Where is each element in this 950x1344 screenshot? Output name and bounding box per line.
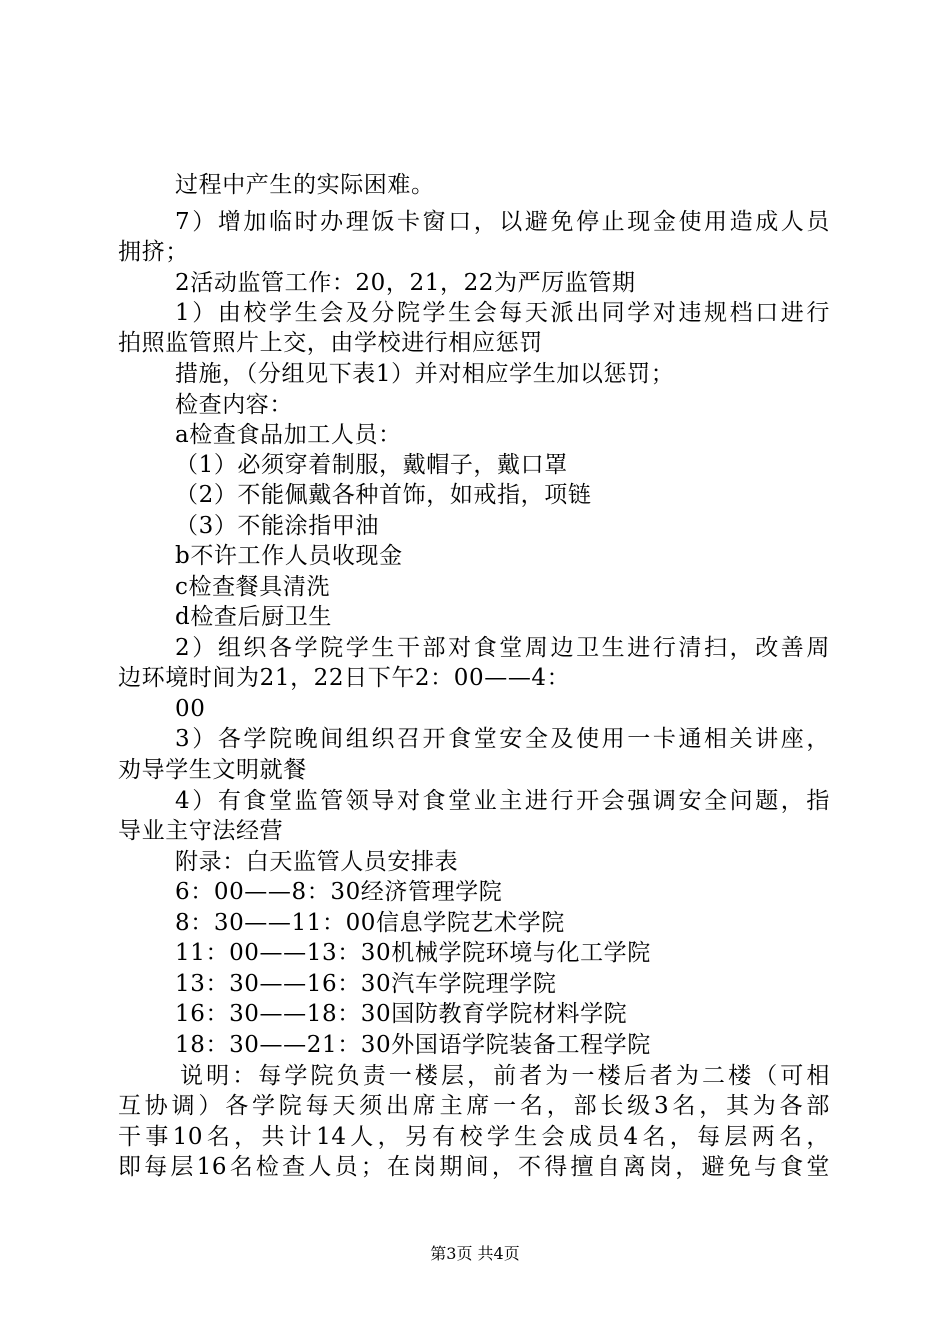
text-line: 拍照监管照片上交，由学校进行相应惩罚	[118, 330, 543, 356]
text-line: 附录：白天监管人员安排表	[175, 849, 459, 875]
text-line: 干事10名，共计14人，另有校学生会成员4名，每层两名，	[118, 1124, 830, 1150]
text-line: 2）组织各学院学生干部对食堂周边卫生进行清扫，改善周	[175, 635, 830, 661]
text-line: 过程中产生的实际困难。	[175, 172, 435, 198]
text-line: 16：30——18：30国防教育学院材料学院	[175, 1001, 628, 1027]
text-line: （2）不能佩戴各种首饰，如戒指，项链	[175, 482, 592, 508]
text-line: （3）不能涂指甲油	[175, 513, 380, 539]
text-line: 即每层16名检查人员；在岗期间，不得擅自离岗，避免与食堂	[118, 1154, 830, 1180]
text-line: 导业主守法经营	[118, 818, 284, 844]
text-line: 18：30——21：30外国语学院装备工程学院	[175, 1032, 651, 1058]
text-line: 劝导学生文明就餐	[118, 757, 307, 783]
text-line: 措施，（分组见下表1）并对相应学生加以惩罚；	[175, 361, 675, 387]
text-line: 8：30——11：00信息学院艺术学院	[175, 910, 565, 936]
text-line: 2活动监管工作：20，21，22为严厉监管期	[175, 270, 636, 296]
text-line: 拥挤；	[118, 239, 189, 265]
text-line: 6：00——8：30经济管理学院	[175, 879, 503, 905]
text-line: 13：30——16：30汽车学院理学院	[175, 971, 557, 997]
text-line: 说明：每学院负责一楼层，前者为一楼后者为二楼（可相	[180, 1063, 830, 1089]
text-line: d检查后厨卫生	[175, 604, 332, 630]
text-line: 4）有食堂监管领导对食堂业主进行开会强调安全问题，指	[175, 788, 830, 814]
text-line: 检查内容：	[175, 392, 293, 418]
text-line: 7）增加临时办理饭卡窗口，以避免停止现金使用造成人员	[175, 209, 830, 235]
text-line: b不许工作人员收现金	[175, 543, 403, 569]
text-line: 3）各学院晚间组织召开食堂安全及使用一卡通相关讲座，	[175, 726, 830, 752]
text-line: 11：00——13：30机械学院环境与化工学院	[175, 940, 651, 966]
text-line: a检查食品加工人员：	[175, 422, 402, 448]
text-line: （1）必须穿着制服，戴帽子，戴口罩	[175, 452, 568, 478]
text-line: 互协调）各学院每天须出席主席一名，部长级3名，其为各部	[118, 1093, 830, 1119]
text-line: 1）由校学生会及分院学生会每天派出同学对违规档口进行	[175, 300, 830, 326]
text-line: 00	[175, 696, 206, 722]
text-line: 边环境时间为21，22日下午2：00——4：	[118, 665, 571, 691]
text-line: c检查餐具清洗	[175, 574, 331, 600]
page-number-footer: 第3页 共4页	[430, 1244, 520, 1263]
